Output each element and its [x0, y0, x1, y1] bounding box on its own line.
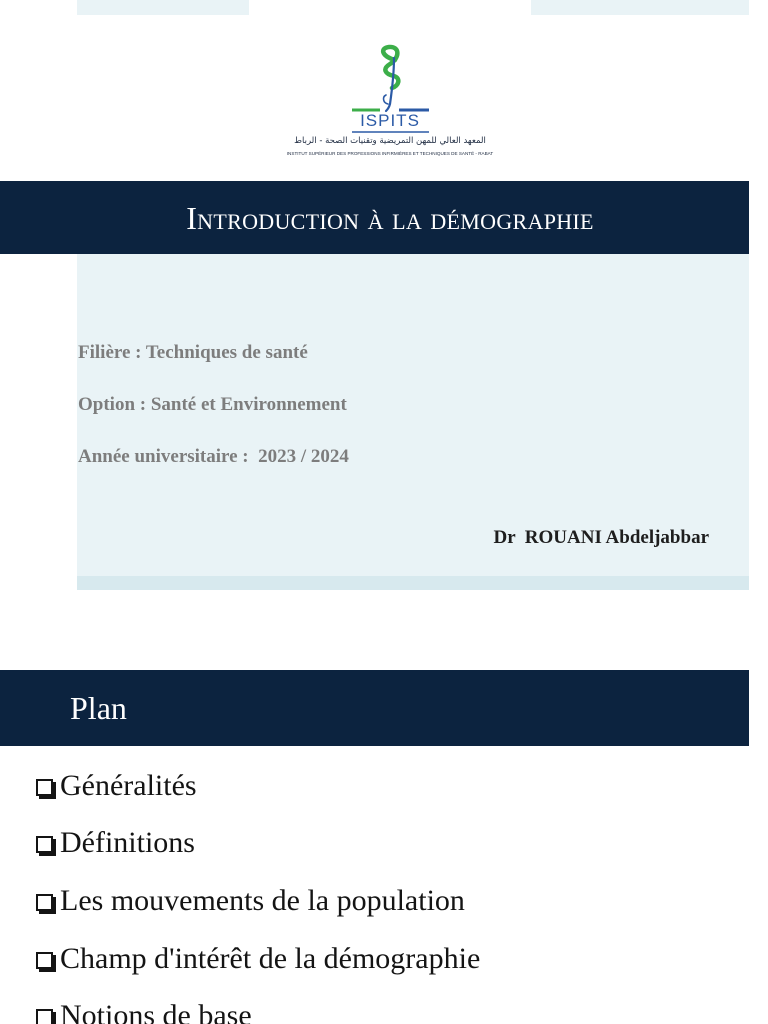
decorative-band-right	[531, 0, 749, 15]
logo-arabic-caption: المعهد العالي للمهن التمريضية وتقنيات الصحة - الرباط	[294, 136, 486, 146]
academic-year-text: Année universitaire : 2023 / 2024	[78, 446, 349, 467]
plan-item	[36, 769, 197, 803]
course-info-panel	[77, 254, 749, 576]
checkbox-icon	[36, 894, 53, 911]
logo-french-caption: INSTITUT SUPÉRIEUR DES PROFESSIONS INFIRMIÈRES ET TECHNIQUES DE SANTÉ - RABAT	[286, 151, 494, 156]
info-panel-footer-strip	[77, 576, 749, 590]
option-text: Option : Santé et Environnement	[78, 394, 347, 415]
checkbox-icon	[36, 779, 53, 796]
title-banner	[0, 181, 749, 254]
checkbox-icon	[36, 1009, 53, 1024]
plan-banner	[0, 670, 749, 746]
slide-title: Introduction à la démographie	[186, 200, 594, 236]
plan-item	[36, 942, 480, 976]
plan-title: Plan	[70, 690, 127, 726]
plan-item-label: Généralités	[60, 769, 197, 802]
plan-item	[36, 999, 252, 1024]
plan-item	[36, 884, 465, 918]
institute-logo	[249, 0, 531, 181]
filiere-text: Filière : Techniques de santé	[78, 342, 308, 363]
decorative-band-left	[77, 0, 249, 15]
plan-item-label: Les mouvements de la population	[60, 884, 465, 917]
plan-item-label: Définitions	[60, 826, 195, 859]
plan-item-label: Champ d'intérêt de la démographie	[60, 942, 481, 975]
logo-name: ISPITS	[360, 111, 420, 130]
checkbox-icon	[36, 952, 53, 969]
plan-item-label: Notions de base	[60, 999, 252, 1024]
author-name: Dr ROUANI Abdeljabbar	[493, 527, 709, 548]
checkbox-icon	[36, 836, 53, 853]
plan-item	[36, 826, 195, 860]
